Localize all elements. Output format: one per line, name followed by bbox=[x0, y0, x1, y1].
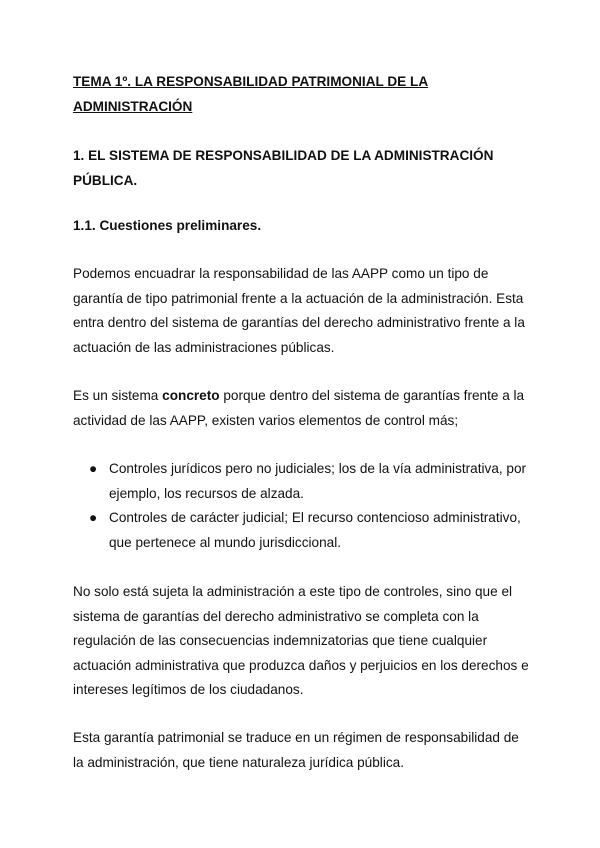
bullet-list bbox=[73, 457, 533, 555]
list-item-text: Controles jurídicos pero no judiciales; los de la vía administrativa, por ejemplo, los recursos de alzada. bbox=[109, 461, 527, 501]
paragraph-text: porque dentro del sistema de garantías frente a la actividad de las AAPP, existen varios elementos de control más; bbox=[73, 388, 525, 428]
document-title: TEMA 1º. LA RESPONSABILIDAD PATRIMONIAL DE LA ADMINISTRACIÓN bbox=[73, 74, 429, 114]
paragraph-intro: Podemos encuadrar la responsabilidad de las AAPP como un tipo de garantía de tipo patrimonial frente a la actuación de la administración. Esta entra dentro del sistema de garantías del derecho administrativo frente a la actuación de las administraciones públicas. bbox=[73, 266, 525, 355]
paragraph-controles: No solo está sujeta la administración a este tipo de controles, sino que el sistema de garantías del derecho administrativo se completa con la regulación de las consecuencias indemnizatorias que tiene cualquier actuación administrativa que produzca daños y perjuicios en los derechos e intereses legítimos de los ciudadanos. bbox=[73, 584, 529, 697]
list-item bbox=[73, 506, 533, 555]
paragraph-text: Es un sistema bbox=[73, 388, 163, 403]
paragraph-sistema-concreto bbox=[73, 384, 533, 433]
bold-term: concreto bbox=[162, 388, 220, 403]
bullet-icon: ● bbox=[89, 510, 98, 525]
list-item-text: Controles de carácter judicial; El recurso contencioso administrativo, que pertenece al mundo jurisdiccional. bbox=[109, 510, 521, 550]
list-item bbox=[73, 457, 533, 506]
section-heading: 1. EL SISTEMA DE RESPONSABILIDAD DE LA ADMINISTRACIÓN PÚBLICA. bbox=[73, 148, 494, 188]
bullet-icon: ● bbox=[89, 461, 98, 476]
paragraph-garantia: Esta garantía patrimonial se traduce en un régimen de responsabilidad de la administración, que tiene naturaleza jurídica pública. bbox=[73, 730, 519, 770]
subsection-heading: 1.1. Cuestiones preliminares. bbox=[73, 218, 262, 233]
